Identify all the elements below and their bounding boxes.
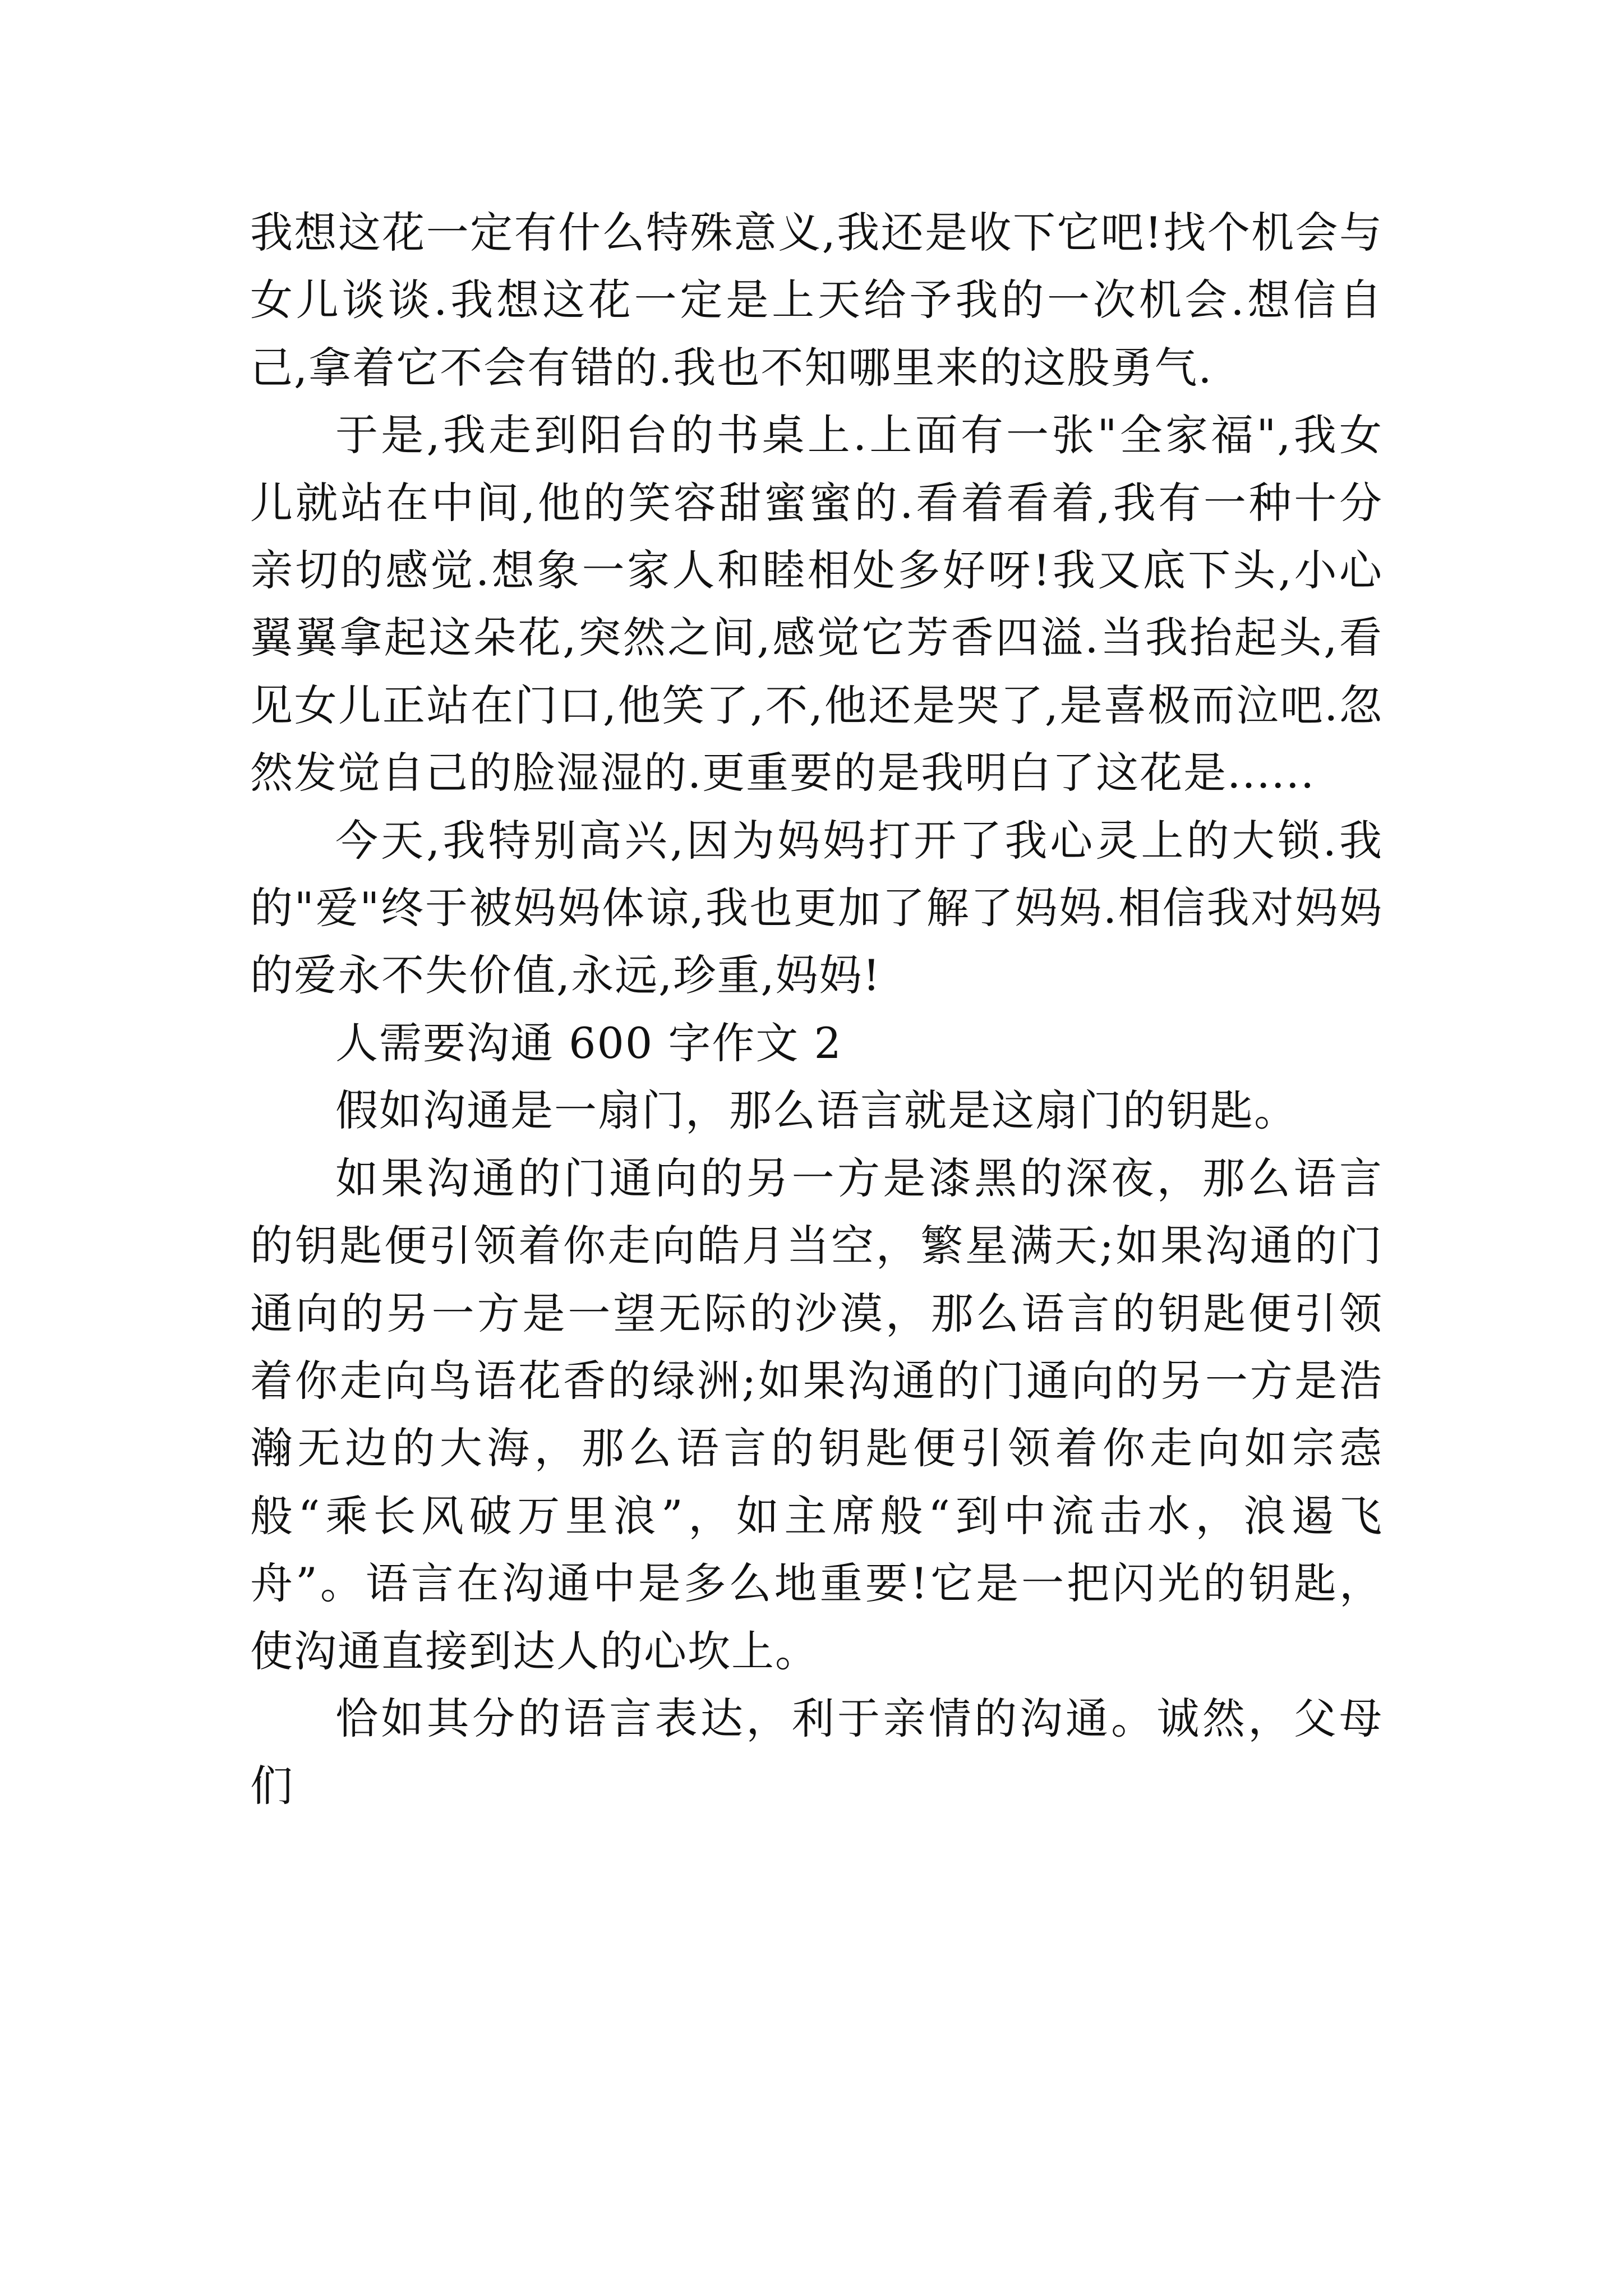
paragraph-1: 我想这花一定有什么特殊意义,我还是收下它吧!找个机会与女儿谈谈.我想这花一定是上天给予我的一次机会.想信自己,拿着它不会有错的.我也不知哪里来的这股勇气. [250,208,1383,393]
section-title: 人需要沟通 600 字作文 2 [335,1018,842,1068]
paragraph-4: 假如沟通是一扇门，那么语言就是这扇门的钥匙。 [335,1085,1298,1136]
paragraph-3: 今天,我特别高兴,因为妈妈打开了我心灵上的大锁.我的"爱"终于被妈妈体谅,我也更加了解了妈妈.相信我对妈妈的爱永不失价值,永远,珍重,妈妈! [250,815,1383,1001]
paragraph-5: 如果沟通的门通向的另一方是漆黑的深夜，那么语言的钥匙便引领着你走向皓月当空，繁星满天;如果沟通的门通向的另一方是一望无际的沙漠，那么语言的钥匙便引领着你走向鸟语花香的绿洲;如果沟通的门通向的另一方是浩瀚无边的大海，那么语言的钥匙便引领着你走向如宗悫般“乘长风破万里浪”，如主席般“到中流击水，浪遏飞舟”。语言在沟通中是多么地重要!它是一把闪光的钥匙，使沟通直接到达人的心坎上。 [250,1153,1383,1676]
document-body [250,199,1383,1820]
paragraph-6: 恰如其分的语言表达，利于亲情的沟通。诚然，父母们 [250,1693,1383,1811]
paragraph-2: 于是,我走到阳台的书桌上.上面有一张"全家福",我女儿就站在中间,他的笑容甜蜜蜜的.看着看着,我有一种十分亲切的感觉.想象一家人和睦相处多好呀!我又底下头,小心翼翼拿起这朵花,突然之间,感觉它芳香四溢.当我抬起头,看见女儿正站在门口,他笑了,不,他还是哭了,是喜极而泣吧.忽然发觉自己的脸湿湿的.更重要的是我明白了这花是...... [250,410,1383,798]
